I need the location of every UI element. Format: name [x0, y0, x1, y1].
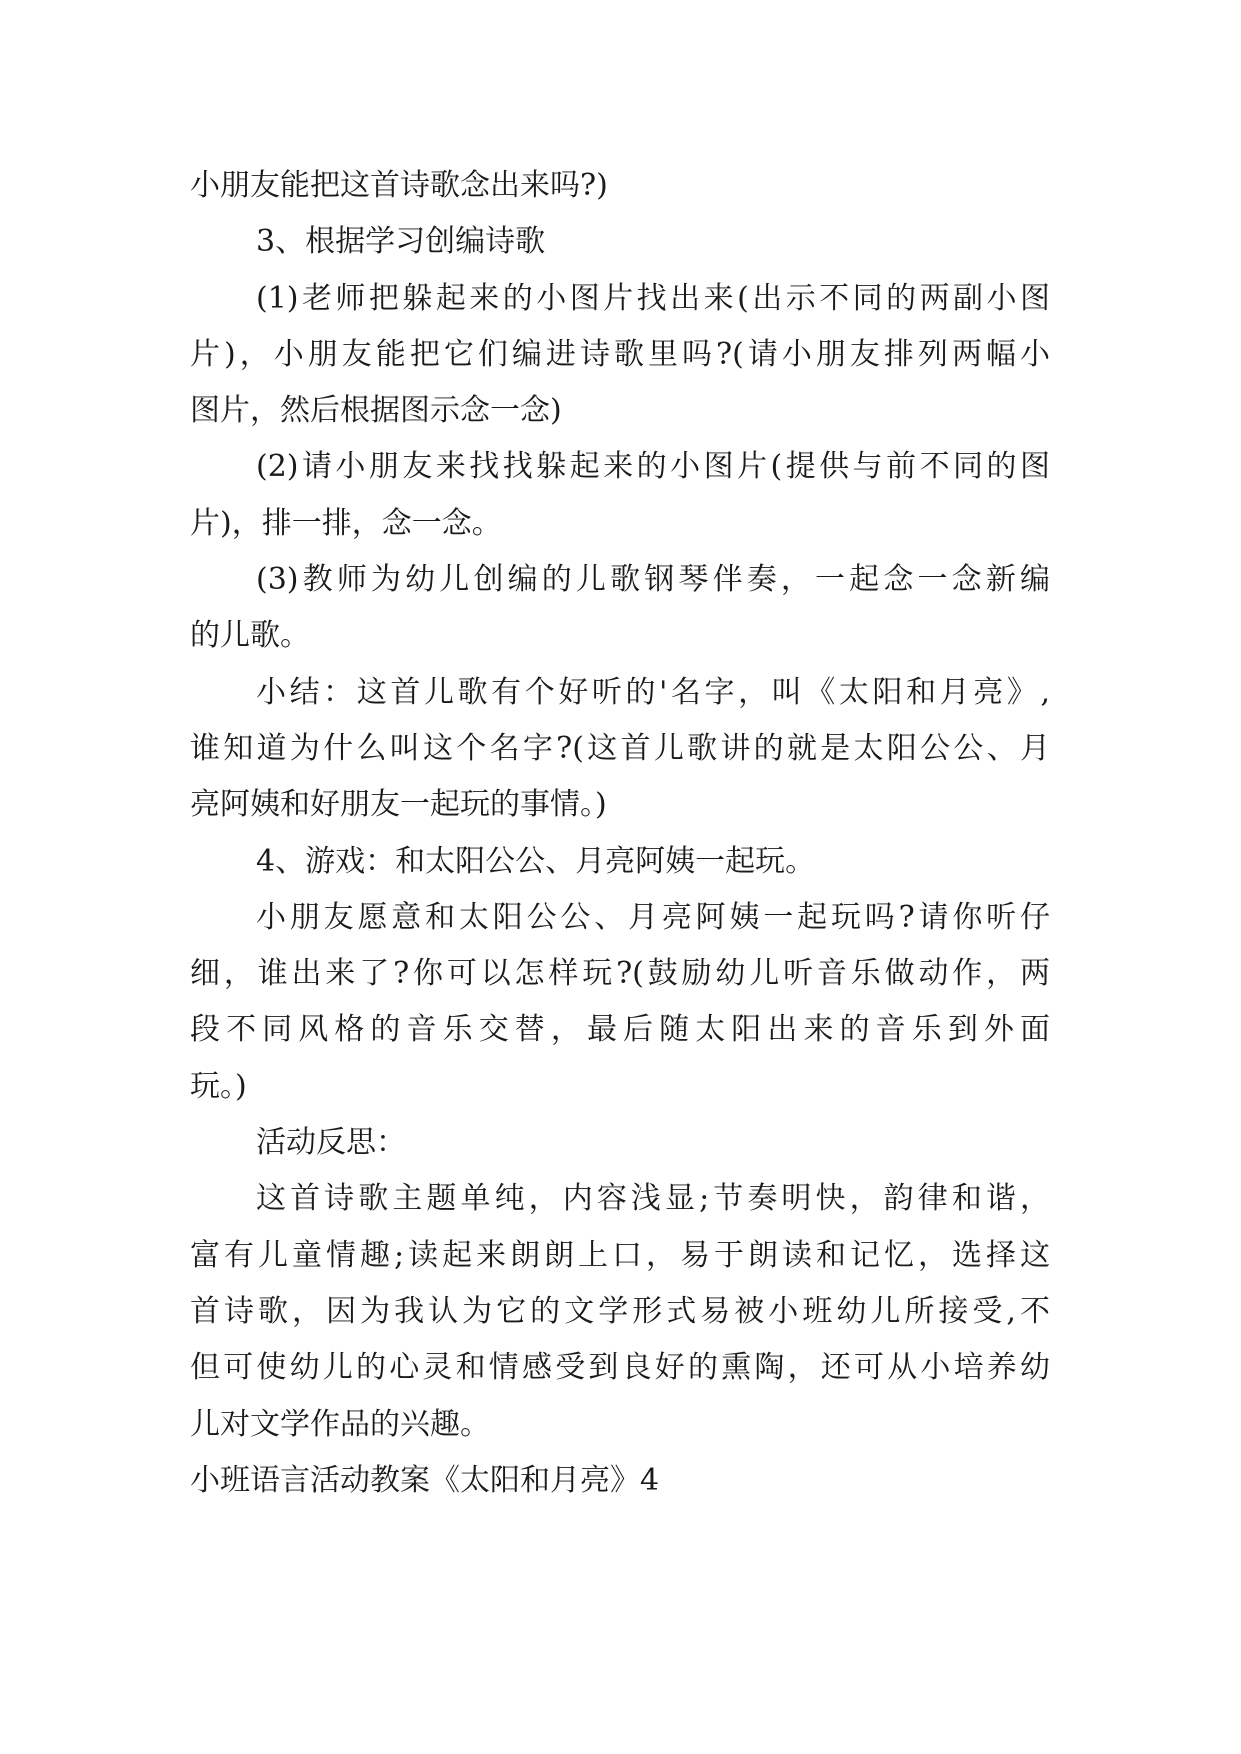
text-line: 富有儿童情趣;读起来朗朗上口，易于朗读和记忆，选择这 — [190, 1237, 1050, 1273]
text-line: (3)教师为幼儿创编的儿歌钢琴伴奏，一起念一念新编 — [256, 562, 1050, 598]
text-line: 小朋友能把这首诗歌念出来吗?) — [190, 168, 608, 203]
text-line: 片)，小朋友能把它们编进诗歌里吗?(请小朋友排列两幅小 — [190, 336, 1050, 372]
text-line: 小朋友愿意和太阳公公、月亮阿姨一起玩吗?请你听仔 — [256, 899, 1050, 935]
text-line: 但可使幼儿的心灵和情感受到良好的熏陶，还可从小培养幼 — [190, 1350, 1050, 1386]
text-line: 亮阿姨和好朋友一起玩的事情。) — [190, 787, 607, 823]
text-line: (1)老师把躲起来的小图片找出来(出示不同的两副小图 — [256, 280, 1050, 316]
text-line: 的儿歌。 — [190, 618, 310, 654]
document-body — [190, 158, 1050, 1509]
section-heading: 活动反思： — [256, 1125, 406, 1161]
text-line: 图片，然后根据图示念一念) — [190, 393, 562, 429]
text-line: 儿对文学作品的兴趣。 — [190, 1406, 490, 1442]
text-line: 首诗歌，因为我认为它的文学形式易被小班幼儿所接受,不 — [190, 1293, 1050, 1329]
document-title: 小班语言活动教案《太阳和月亮》4 — [190, 1462, 660, 1498]
text-line: (2)请小朋友来找找躲起来的小图片(提供与前不同的图 — [256, 449, 1050, 485]
text-line: 片)，排一排，念一念。 — [190, 505, 502, 541]
text-line: 玩。) — [190, 1068, 247, 1104]
section-heading: 4、游戏：和太阳公公、月亮阿姨一起玩。 — [256, 843, 816, 879]
text-line: 段不同风格的音乐交替，最后随太阳出来的音乐到外面 — [190, 1012, 1050, 1048]
text-line: 小结：这首儿歌有个好听的'名字，叫《太阳和月亮》, — [256, 674, 1050, 710]
section-heading: 3、根据学习创编诗歌 — [256, 224, 546, 260]
text-line: 这首诗歌主题单纯，内容浅显;节奏明快，韵律和谐， — [256, 1181, 1050, 1217]
text-line: 细，谁出来了?你可以怎样玩?(鼓励幼儿听音乐做动作，两 — [190, 956, 1050, 992]
text-line: 谁知道为什么叫这个名字?(这首儿歌讲的就是太阳公公、月 — [190, 730, 1050, 766]
